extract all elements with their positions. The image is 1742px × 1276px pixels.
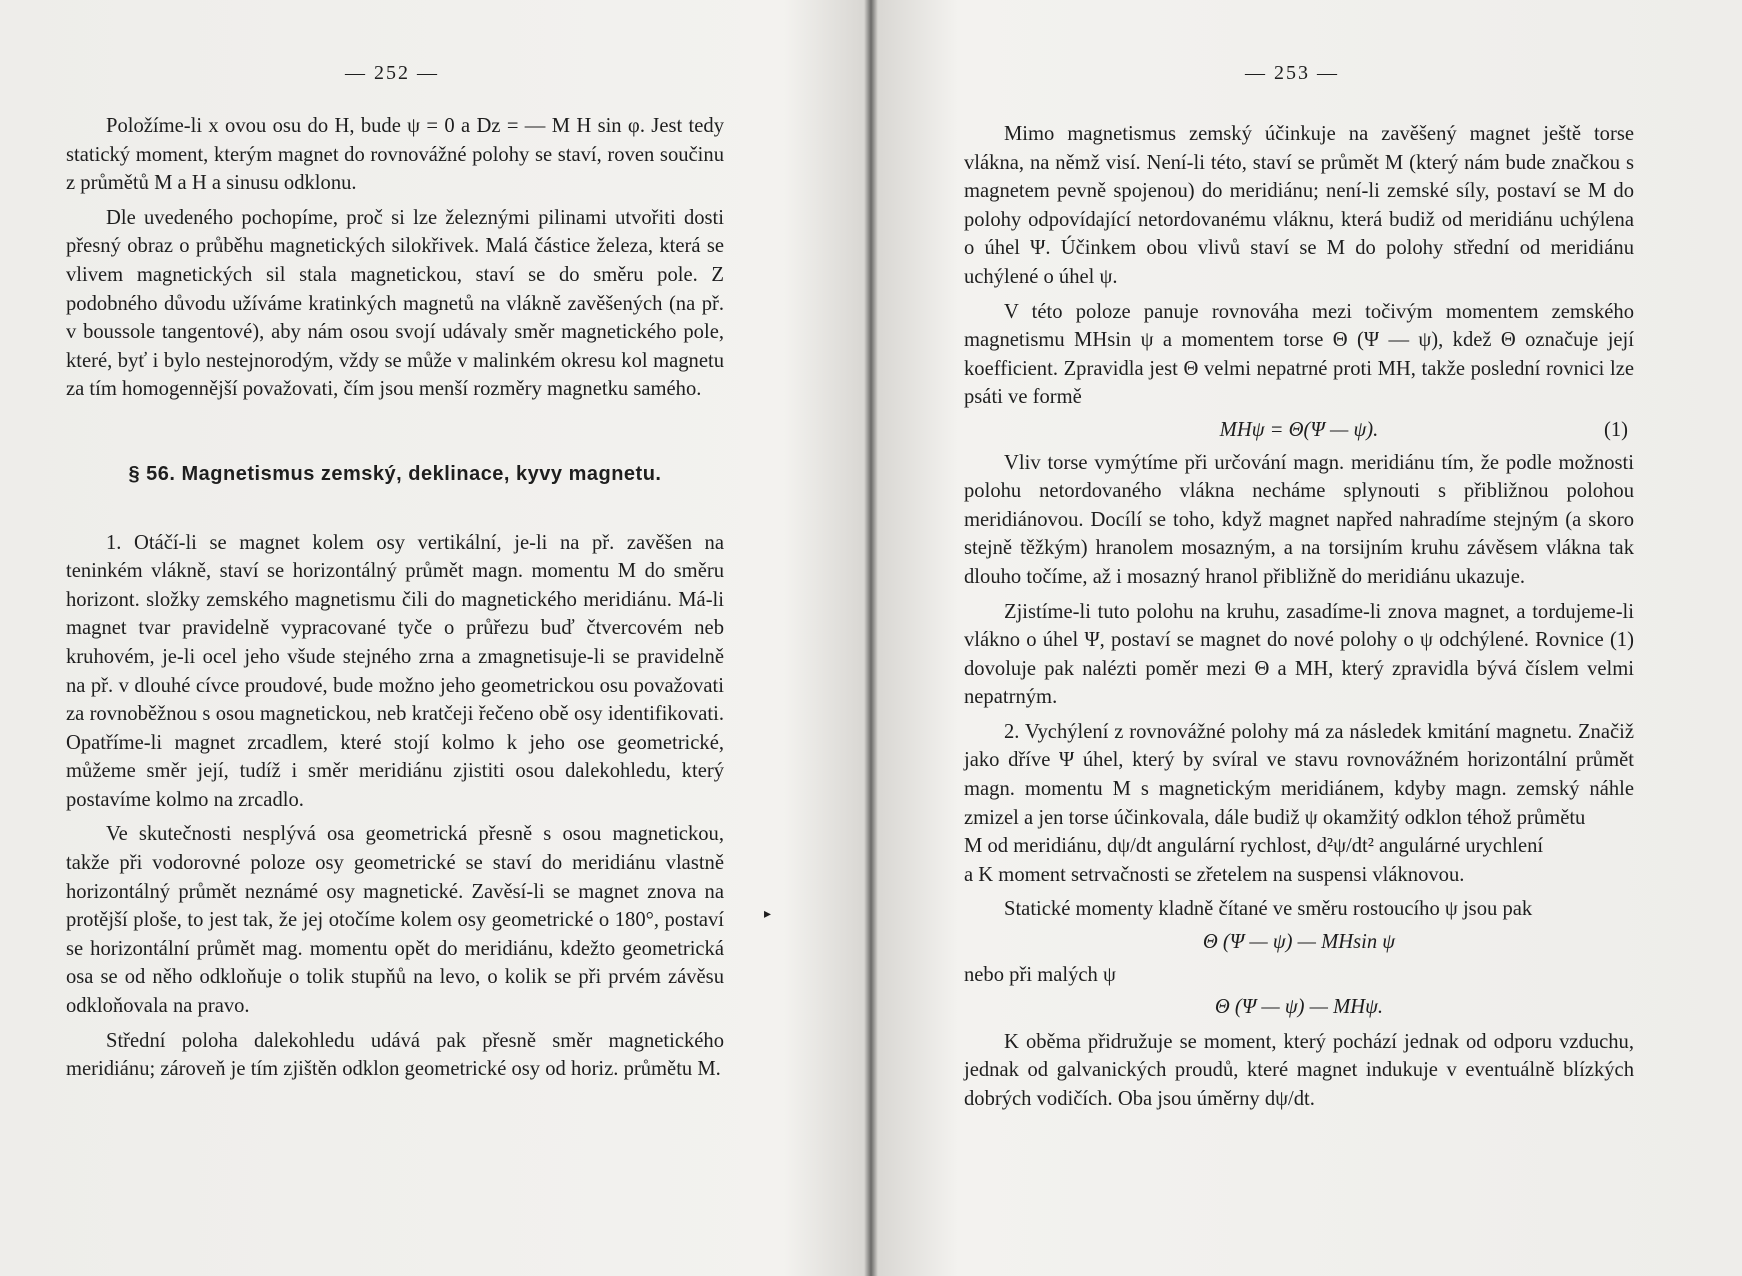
paragraph: Položíme-li x ovou osu do H, bude ψ = 0 a Dz = — M H sin φ. Jest tedy statický moment, kterým magnet do rovnovážné polohy se staví, roven součinu z průmětů M a H a sinusu odklonu. [66,115,724,195]
page-number-left: — 252 — [345,62,439,84]
paragraph: Vliv torse vymýtíme při určování magn. meridiánu tím, že podle možnosti polohu netordovaného vlákna necháme splynouti s přibližnou polohou meridiánovou. Docílí se toho, když magnet napřed nahradíme stejným (a skoro stejně těžkým) hranolem mosazným, a na torsijním kruhu závěsem vlákna tak dlouho točíme, až i mosazný hranol přibližně do meridiánu ukazuje. [964,451,1634,588]
paragraph: Střední poloha dalekohledu udává pak přesně směr magnetického meridiánu; zároveň je tím zjištěn odklon geometrické osy od horiz. průmětu M. [66,1029,724,1081]
paragraph: Ve skutečnosti nesplývá osa geometrická přesně s osou magnetickou, takže při vodorovné poloze osy geometrické se staví do meridiánu vlastně horizontálný průmět neznámé osy magnetické. Zavěsí-li se magnet znova na protější ploše, to jest tak, že jej otočíme kolem osy geometrické o 180°, postaví se horizontální průmět mag. momentu opět do meridiánu, kdežto geometrická osa se od něho odkloňuje o tolik stupňů na levo, o kolik se při prvém závěsu odkloňovala na pravo. [66,823,724,1018]
paragraph: Dle uvedeného pochopíme, proč si lze železnými pilinami utvořiti dosti přesný obraz o průběhu magnetických silokřivek. Malá částice železa, která se vlivem magnetických sil stala magnetickou, staví se do směru pole. Z podobného důvodu užíváme kratinkých magnetů na vlákně zavěšených (na př. v boussole tangentové), aby nám osou svojí udávaly směr magnetického pole, které, byť i bylo nestejnorodým, vždy se může v malinkém okresu kol magnetu za tím homogennější považovati, čím jsou menší rozměry magnetku samého. [66,206,724,401]
paragraph: a K moment setrvačnosti se zřetelem na suspensi vláknovou. [964,863,1465,886]
paragraph: 1. Otáčí-li se magnet kolem osy vertikální, je-li na př. zavěšen na teninkém vlákně, staví se horizontálný průmět magn. momentu M do směru horizont. složky zemského magnetismu čili do magnetického meridiánu. Má-li magnet tvar pravidelně vypracované tyče o průřezu buď čtvercovém neb kruhovém, je-li ocel jeho všude stejného zrna a zmagnetisuje-li se pravidelně na př. v dlouhé cívce proudové, bude možno jeho geometrickou osu považovati za rovnoběžnou s osou magnetickou, neb kratčeji řečeno obě osy identifikovati. Opatříme-li magnet zrcadlem, které stojí kolmo k jeho ose geometrické, můžeme směr její, tudíž i směr meridiánu zjistiti osou dalekohledu, který postavíme kolmo na zrcadlo. [66,531,724,811]
paragraph: V této poloze panuje rovnováha mezi točivým momentem zemského magnetismu MHsin ψ a momentem torse Θ (Ψ — ψ), kdež Θ označuje její koefficient. Zpravidla jest Θ velmi nepatrné proti MH, takže poslední rovnici lze psáti ve formě [964,300,1634,409]
right-page [850,0,1742,1276]
paragraph: 2. Vychýlení z rovnovážné polohy má za následek kmitání magnetu. Značiž jako dříve Ψ úhel, který by svíral ve stavu rovnovážném horizontální průmět magn. momentu M s magnetickým meridiánem, kdyby magn. zemský náhle zmizel a jen torse účinkovala, dále budiž ψ okamžitý odklon téhož průmětu [964,720,1634,829]
equation-1 [964,416,1634,445]
paragraph: Statické momenty kladně čítané ve směru rostoucího ψ jsou pak [1004,898,1533,921]
left-page-text [66,112,724,1084]
page-number-right: — 253 — [1245,62,1339,84]
equation-3: Θ (Ψ — ψ) — MHψ. [1214,996,1384,1019]
left-page [0,0,850,1276]
paragraph: Zjistíme-li tuto polohu na kruhu, zasadíme-li znova magnet, a tordujeme-li vlákno o úhel Ψ, postaví se magnet do nové polohy o ψ odchýlené. Rovnice (1) dovoluje pak nalézti poměr mezi Θ a MH, který zpravidla bývá číslem velmi nepatrným. [964,600,1634,709]
right-page-text [964,120,1634,1114]
section-heading: § 56. Magnetismus zemský, deklinace, kyvy magnetu. [128,462,662,485]
equation-1-body: MHψ = Θ(Ψ — ψ). [1219,418,1379,441]
margin-mark: ▸ [764,906,772,922]
paragraph: K oběma přidružuje se moment, který pochází jednak od odporu vzduchu, jednak od galvanických proudů, které magnet indukuje v eventuálně blízkých dobrých vodičích. Oba jsou úměrny dψ/dt. [964,1030,1634,1110]
equation-2: Θ (Ψ — ψ) — MHsin ψ [1202,931,1396,954]
paragraph: Mimo magnetismus zemský účinkuje na zavěšený magnet ještě torse vlákna, na němž visí. Není-li této, staví se průmět M (který nám bude značkou s magnetem pevně spojenou) do meridiánu; není-li zemské síly, postaví se M do polohy odpovídající netordovanému vláknu, která budiž od meridiánu uchýlena o úhel Ψ. Účinkem obou vlivů staví se M do polohy střední od meridiánu uchýlené o úhel ψ. [964,123,1634,288]
derivatives-line: M od meridiánu, dψ/dt angulární rychlost, d²ψ/dt² angulárné urychlení [964,835,1544,858]
paragraph: nebo při malých ψ [964,963,1116,986]
equation-1-number: (1) [1603,418,1628,441]
